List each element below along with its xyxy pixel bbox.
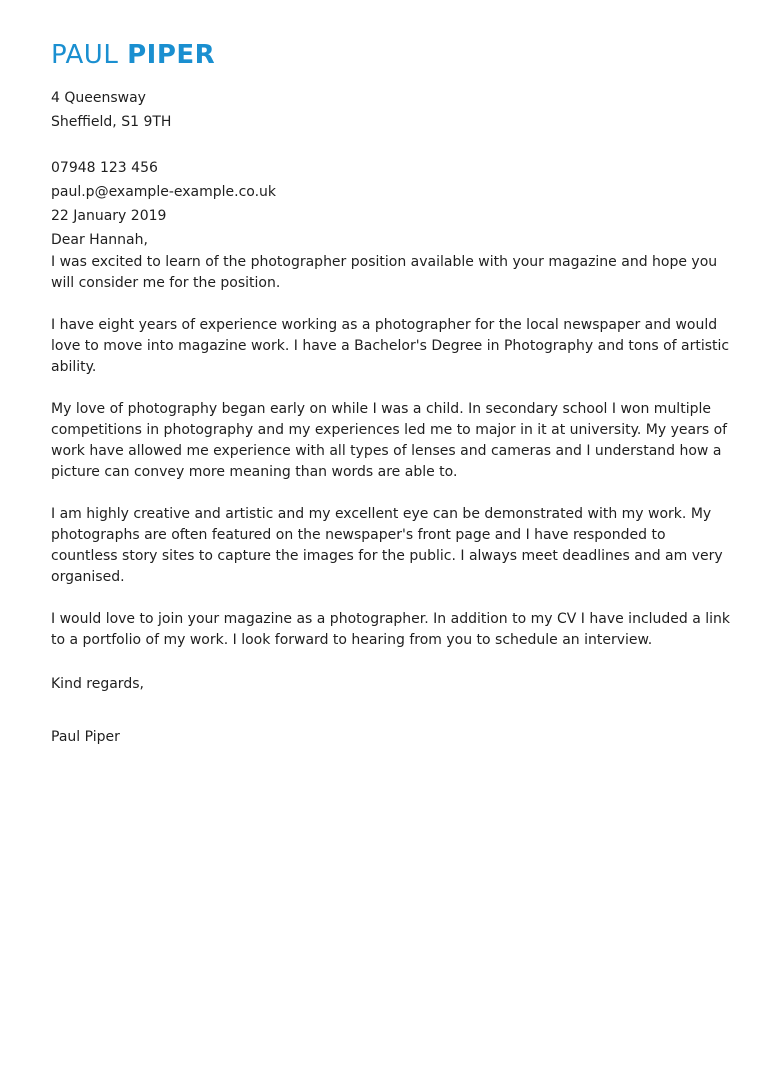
applicant-name xyxy=(51,38,731,72)
paragraph-closing: I would love to join your magazine as a photographer. In addition to my CV I have included a link to a portfolio of my work. I look forward to hearing from you to schedule an interview. xyxy=(51,611,731,648)
last-name: PIPER xyxy=(127,40,216,70)
letter-date: 22 January 2019 xyxy=(51,208,167,224)
address-line-2: Sheffield, S1 9TH xyxy=(51,114,172,130)
first-name: PAUL xyxy=(51,40,119,70)
paragraph-intro: I was excited to learn of the photographer position available with your magazine and hope you will consider me for the position. xyxy=(51,254,718,291)
closing-phrase: Kind regards, xyxy=(51,676,144,692)
address-line-1: 4 Queensway xyxy=(51,90,146,106)
signature: Paul Piper xyxy=(51,729,120,745)
email-address: paul.p@example-example.co.uk xyxy=(51,184,277,200)
paragraph-skills: I am highly creative and artistic and my excellent eye can be demonstrated with my work. My photographs are often featured on the newspaper's front page and I have responded to countless story sites to capture the images for the public. I always meet deadlines and am very organised. xyxy=(51,506,723,585)
phone-number: 07948 123 456 xyxy=(51,160,158,176)
paragraph-experience: I have eight years of experience working as a photographer for the local newspaper and would love to move into magazine work. I have a Bachelor's Degree in Photography and tons of artistic ability. xyxy=(51,317,730,375)
cover-letter xyxy=(51,38,731,749)
paragraph-background: My love of photography began early on while I was a child. In secondary school I won multiple competitions in photography and my experiences led me to major in it at university. My years of work have allowed me experience with all types of lenses and cameras and I understand how a picture can convey more meaning than words are able to. xyxy=(51,401,728,480)
salutation: Dear Hannah, xyxy=(51,232,148,248)
